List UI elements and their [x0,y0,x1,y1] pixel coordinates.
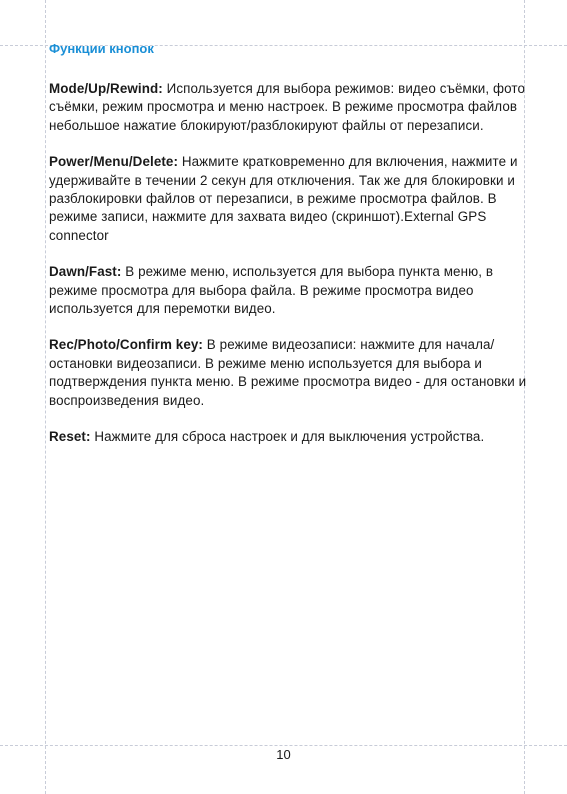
description-mode-up-rewind: Используется для выбора режимов: видео съёмки, фото съёмки, режим просмотра и меню настроек. В режиме просмотра файлов небольшое нажатие блокируют/разблокируют файлы от перезаписи. [49,81,526,133]
page-content [49,40,529,465]
page-number: 10 [276,747,291,762]
description-rec-photo-confirm: В режиме видеозаписи: нажмите для начала/остановки видеозаписи. В режиме меню используется для выбора и подтверждения пункта меню. В режиме просмотра видео - для остановки и воспроизведения видео. [49,337,527,408]
term-power-menu-delete: Power/Menu/Delete: [49,154,179,170]
paragraph-mode-up-rewind [49,80,529,135]
paragraph-dawn-fast [49,263,529,318]
paragraph-rec-photo-confirm [49,336,529,410]
crop-guide-left [45,0,46,794]
crop-guide-bottom [0,745,567,746]
description-reset: Нажмите для сброса настроек и для выключения устройства. [90,429,485,445]
term-dawn-fast: Dawn/Fast: [49,264,122,280]
section-title: Функции кнопок [49,41,154,56]
term-mode-up-rewind: Mode/Up/Rewind: [49,81,163,96]
paragraph-reset [49,428,529,446]
term-rec-photo-confirm: Rec/Photo/Confirm key: [49,337,203,353]
term-reset: Reset: [49,429,91,445]
description-power-menu-delete: Нажмите кратковременно для включения, нажмите и удерживайте в течении 2 секун для отключения. Так же для блокировки и разблокировки файлов от перезаписи, в режиме просмотра файлов. В режиме записи, нажмите для захвата видео (скриншот).External GPS connector [49,154,518,243]
description-dawn-fast: В режиме меню, используется для выбора пункта меню, в режиме просмотра для выбора файла. В режиме просмотра видео используется для перемотки видео. [49,264,494,317]
paragraph-power-menu-delete [49,153,529,245]
